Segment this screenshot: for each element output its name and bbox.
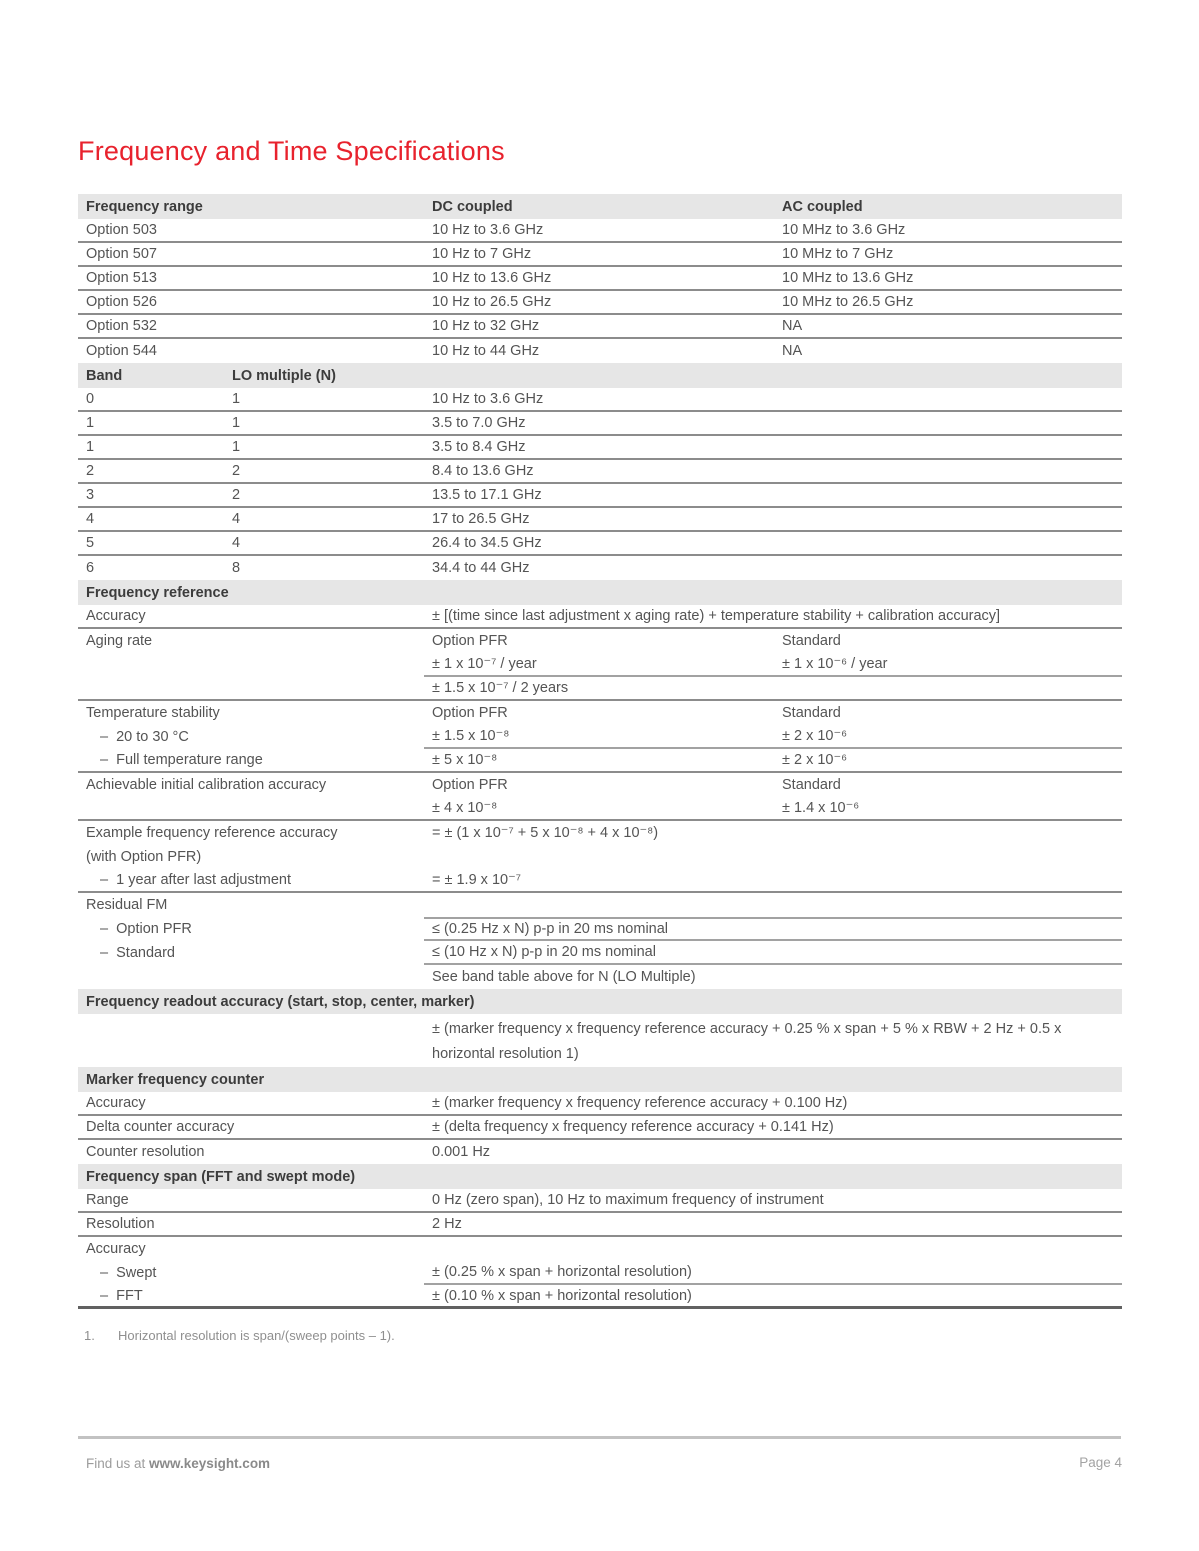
cell-value: 10 Hz to 3.6 GHz (432, 222, 544, 238)
table-row (78, 773, 1122, 797)
table-row (78, 339, 1122, 363)
cell-value (424, 845, 1122, 869)
cell-range: 8.4 to 13.6 GHz (432, 463, 534, 479)
cell-band: 1 (86, 439, 95, 455)
cell-label: Example frequency reference accuracy (86, 825, 338, 841)
cell-value: ± (marker frequency x frequency reference accuracy + 0.100 Hz) (432, 1095, 848, 1111)
section-header-frequency-readout-accuracy (78, 989, 1122, 1014)
cell-range: 17 to 26.5 GHz (432, 511, 530, 527)
cell-label: Accuracy (86, 1095, 146, 1111)
section-header-marker-frequency-counter (78, 1067, 1122, 1092)
section-header-frequency-range (78, 194, 1122, 219)
cell-value: = ± (1 x 10⁻⁷ + 5 x 10⁻⁸ + 4 x 10⁻⁸) (432, 825, 659, 841)
cell-sublabel: – FFT (100, 1287, 143, 1304)
section-header-band (78, 363, 1122, 388)
cell-band: 2 (86, 463, 95, 479)
table-row (78, 1189, 1122, 1213)
col-header-band: Band (86, 367, 123, 384)
table-row (78, 412, 1122, 436)
table-row (78, 653, 1122, 677)
table-row (78, 941, 1122, 965)
footer-divider (78, 1436, 1121, 1439)
cell-label: (with Option PFR) (86, 849, 202, 865)
cell-value: 10 Hz to 26.5 GHz (432, 294, 552, 310)
cell-label: Range (86, 1192, 129, 1208)
table-row (78, 1140, 1122, 1164)
table-row (78, 701, 1122, 725)
table-row (78, 1014, 1122, 1067)
col-header-lo-multiple: LO multiple (N) (232, 367, 336, 384)
cell-sublabel: – 1 year after last adjustment (100, 872, 292, 888)
table-row (78, 436, 1122, 460)
cell-sublabel: – Standard (100, 945, 175, 961)
table-row (78, 605, 1122, 629)
table-row (78, 243, 1122, 267)
cell-value: ± (marker frequency x frequency reference accuracy + 0.25 % x span + 5 % x RBW + 2 Hz + 0.5 x horizontal resolution 1) (432, 1021, 1066, 1062)
cell-value: ± 4 x 10⁻⁸ (432, 800, 498, 816)
cell-value: 10 MHz to 7 GHz (782, 246, 894, 262)
cell-value: ± 1 x 10⁻⁷ / year (424, 653, 774, 677)
table-row (78, 508, 1122, 532)
cell-lo-multiple: 1 (232, 439, 241, 455)
cell-band: 6 (86, 560, 95, 576)
cell-label: Aging rate (86, 633, 153, 649)
cell-label: Option 526 (86, 294, 157, 310)
cell-label: Option 532 (86, 318, 157, 334)
cell-label: Resolution (86, 1216, 155, 1232)
table-row (78, 1285, 1122, 1309)
col-header-ac-coupled: AC coupled (782, 198, 863, 215)
cell-band: 1 (86, 415, 95, 431)
table-row (78, 821, 1122, 845)
cell-label: Residual FM (86, 897, 168, 913)
cell-value: 10 Hz to 32 GHz (432, 318, 540, 334)
cell-band: 3 (86, 487, 95, 503)
table-row (78, 1237, 1122, 1261)
cell-value: ± (0.10 % x span + horizontal resolution) (432, 1287, 692, 1304)
cell-sublabel: – 20 to 30 °C (100, 729, 189, 745)
table-row (78, 388, 1122, 412)
section-title: Frequency readout accuracy (start, stop, center, marker) (86, 993, 475, 1010)
cell-label: Option 507 (86, 246, 157, 262)
footnote-text: Horizontal resolution is span/(sweep points – 1). (118, 1328, 395, 1343)
cell-value: ± (delta frequency x frequency reference accuracy + 0.141 Hz) (432, 1119, 834, 1135)
table-row (78, 917, 1122, 941)
col-header-dc-coupled: DC coupled (432, 198, 513, 215)
cell-label (78, 677, 424, 699)
cell-sublabel: – Option PFR (100, 921, 192, 937)
cell-value: See band table above for N (LO Multiple) (432, 969, 696, 985)
cell-value: Option PFR (432, 777, 508, 793)
cell-label: Option 513 (86, 270, 157, 286)
table-row (78, 629, 1122, 653)
cell-value: Option PFR (432, 633, 508, 649)
cell-value: NA (782, 343, 803, 359)
cell-range: 26.4 to 34.5 GHz (432, 535, 542, 551)
cell-label: Accuracy (86, 608, 146, 624)
page-title: Frequency and Time Specifications (78, 136, 505, 166)
footnote (84, 1328, 395, 1343)
cell-value: Standard (782, 777, 841, 793)
cell-value: ± [(time since last adjustment x aging rate) + temperature stability + calibration accuracy] (432, 608, 1001, 624)
cell-lo-multiple: 4 (232, 535, 241, 551)
cell-value: ± 1.4 x 10⁻⁶ (782, 800, 860, 816)
table-row (78, 1261, 1122, 1285)
table-row (78, 267, 1122, 291)
cell-label: Counter resolution (86, 1144, 205, 1160)
cell-value: = ± 1.9 x 10⁻⁷ (432, 872, 521, 888)
cell-band: 4 (86, 511, 95, 527)
cell-value: NA (782, 318, 803, 334)
table-row (78, 725, 1122, 749)
cell-value: ± (0.25 % x span + horizontal resolution) (424, 1261, 1122, 1285)
cell-value: 10 MHz to 3.6 GHz (782, 222, 906, 238)
table-row (78, 556, 1122, 580)
cell-range: 3.5 to 7.0 GHz (432, 415, 526, 431)
cell-value: ± 5 x 10⁻⁸ (432, 752, 498, 768)
cell-label (78, 965, 424, 989)
table-row (78, 845, 1122, 869)
col-header-frequency-range: Frequency range (86, 198, 203, 215)
keysight-link[interactable]: www.keysight.com (149, 1456, 271, 1471)
cell-value: ± 1.5 x 10⁻⁷ / 2 years (432, 680, 569, 696)
footnote-number: 1. (84, 1328, 95, 1343)
cell-value (424, 1237, 1122, 1261)
cell-value: 10 Hz to 7 GHz (432, 246, 532, 262)
cell-band: 5 (86, 535, 95, 551)
cell-value: Option PFR (432, 705, 508, 721)
table-row (78, 219, 1122, 243)
col-header-empty (424, 363, 1122, 388)
table-row (78, 532, 1122, 556)
table-row (78, 965, 1122, 989)
cell-sublabel: – Swept (100, 1265, 157, 1281)
cell-lo-multiple: 1 (232, 391, 241, 407)
table-row (78, 1092, 1122, 1116)
spec-table (78, 194, 1122, 1309)
footer-prefix: Find us at (86, 1456, 150, 1471)
cell-lo-multiple: 4 (232, 511, 241, 527)
cell-value: 10 Hz to 13.6 GHz (432, 270, 552, 286)
cell-lo-multiple: 2 (232, 487, 241, 503)
table-row (78, 1116, 1122, 1140)
cell-lo-multiple: 1 (232, 415, 241, 431)
footer (86, 1456, 270, 1471)
cell-value: Standard (782, 705, 841, 721)
table-row (78, 749, 1122, 773)
cell-value: 0 Hz (zero span), 10 Hz to maximum frequency of instrument (432, 1192, 824, 1208)
table-row (78, 893, 1122, 917)
cell-label: Accuracy (86, 1241, 146, 1257)
cell-value: 10 Hz to 44 GHz (432, 343, 540, 359)
cell-value: 10 MHz to 13.6 GHz (782, 270, 914, 286)
cell-value: ± 2 x 10⁻⁶ (782, 752, 848, 768)
cell-value: ± 1 x 10⁻⁶ / year (774, 653, 1122, 677)
section-title: Frequency reference (86, 584, 229, 601)
cell-value: ≤ (10 Hz x N) p-p in 20 ms nominal (424, 941, 1122, 965)
cell-label: Option 544 (86, 343, 157, 359)
cell-range: 13.5 to 17.1 GHz (432, 487, 542, 503)
page-number: Page 4 (1079, 1455, 1122, 1470)
cell-sublabel: – Full temperature range (100, 752, 263, 768)
cell-lo-multiple: 2 (232, 463, 241, 479)
cell-value (424, 893, 1122, 917)
section-header-frequency-reference (78, 580, 1122, 605)
cell-value: Standard (782, 633, 841, 649)
cell-label (78, 653, 424, 677)
section-title: Marker frequency counter (86, 1071, 265, 1088)
table-row (78, 869, 1122, 893)
section-header-frequency-span (78, 1164, 1122, 1189)
cell-value: ± 1.5 x 10⁻⁸ (424, 725, 774, 749)
cell-value: 10 MHz to 26.5 GHz (782, 294, 914, 310)
cell-band: 0 (86, 391, 95, 407)
table-row (78, 677, 1122, 701)
cell-label: Achievable initial calibration accuracy (86, 777, 327, 793)
table-row (78, 460, 1122, 484)
cell-label (78, 797, 424, 819)
cell-value: ≤ (0.25 Hz x N) p-p in 20 ms nominal (424, 917, 1122, 941)
cell-range: 10 Hz to 3.6 GHz (432, 391, 544, 407)
table-row (78, 291, 1122, 315)
section-title: Frequency span (FFT and swept mode) (86, 1168, 356, 1185)
cell-range: 34.4 to 44 GHz (432, 560, 530, 576)
table-row (78, 797, 1122, 821)
cell-range: 3.5 to 8.4 GHz (432, 439, 526, 455)
table-row (78, 484, 1122, 508)
cell-label: Option 503 (86, 222, 157, 238)
cell-label: Delta counter accuracy (86, 1119, 235, 1135)
table-row (78, 1213, 1122, 1237)
table-row (78, 315, 1122, 339)
cell-label: Temperature stability (86, 705, 220, 721)
cell-value: 0.001 Hz (432, 1144, 491, 1160)
cell-label (78, 1014, 424, 1067)
cell-value: 2 Hz (432, 1216, 462, 1232)
cell-value: ± 2 x 10⁻⁶ (774, 725, 1122, 749)
cell-lo-multiple: 8 (232, 560, 241, 576)
